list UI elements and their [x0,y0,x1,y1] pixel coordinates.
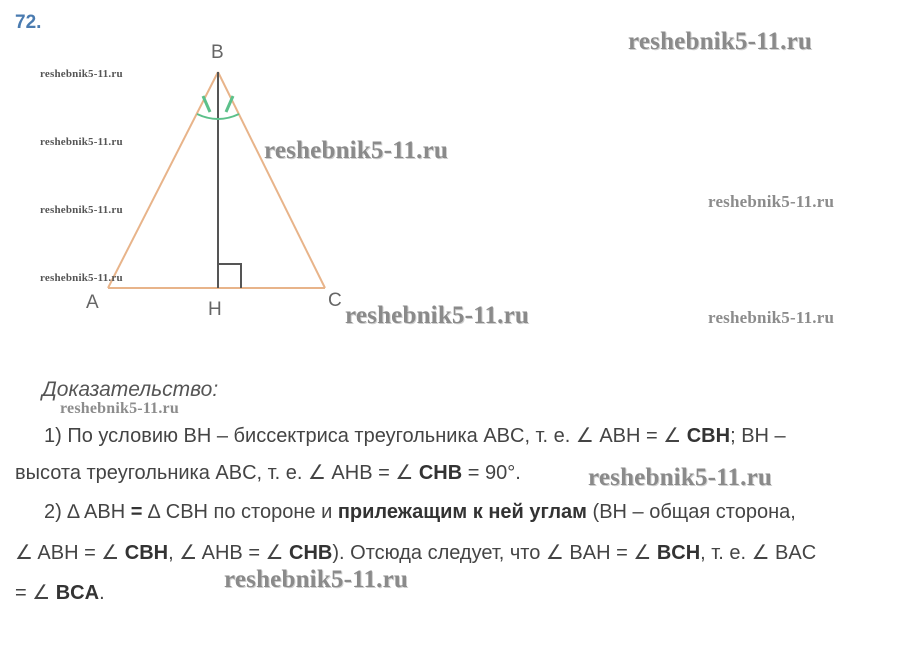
watermark: reshebnik5-11.ru [40,136,123,148]
side-ab [108,72,218,288]
watermark: reshebnik5-11.ru [345,302,530,329]
point-a-label: A [86,292,99,313]
point-h-label: H [208,299,222,320]
proof-line-2: высота треугольника ABC, т. е. ∠ AHB = ∠ CHB = 90°. [15,462,521,484]
proof-line-4: ∠ ABH = ∠ CBH, ∠ AHB = ∠ CHB). Отсюда следует, что ∠ BAH = ∠ BCH, т. е. ∠ BAC [15,542,817,564]
proof-line-3: 2) ∆ ABH = ∆ CBH по стороне и прилежащим к ней углам (BH – общая сторона, [44,501,796,523]
angle-tick-right [226,96,233,112]
watermark: reshebnik5-11.ru [40,68,123,80]
problem-number: 72. [15,12,42,33]
watermark: reshebnik5-11.ru [708,192,835,211]
proof-line-1: 1) По условию BH – биссектриса треугольника ABC, т. е. ∠ ABH = ∠ CBH; BH – [44,425,786,447]
watermark: reshebnik5-11.ru [40,204,123,216]
side-bc [218,72,325,288]
watermark: reshebnik5-11.ru [588,464,773,491]
point-c-label: C [328,290,342,311]
watermark: reshebnik5-11.ru [628,28,813,55]
watermark: reshebnik5-11.ru [264,137,449,164]
watermark: reshebnik5-11.ru [60,400,179,417]
right-angle-mark [218,264,241,288]
angle-tick-left [203,96,210,112]
proof-heading: Доказательство: [42,378,219,401]
watermark: reshebnik5-11.ru [40,272,123,284]
proof-line-5: = ∠ BCA. [15,582,105,604]
watermark: reshebnik5-11.ru [224,566,409,593]
point-b-label: B [211,42,224,63]
watermark: reshebnik5-11.ru [708,308,835,327]
